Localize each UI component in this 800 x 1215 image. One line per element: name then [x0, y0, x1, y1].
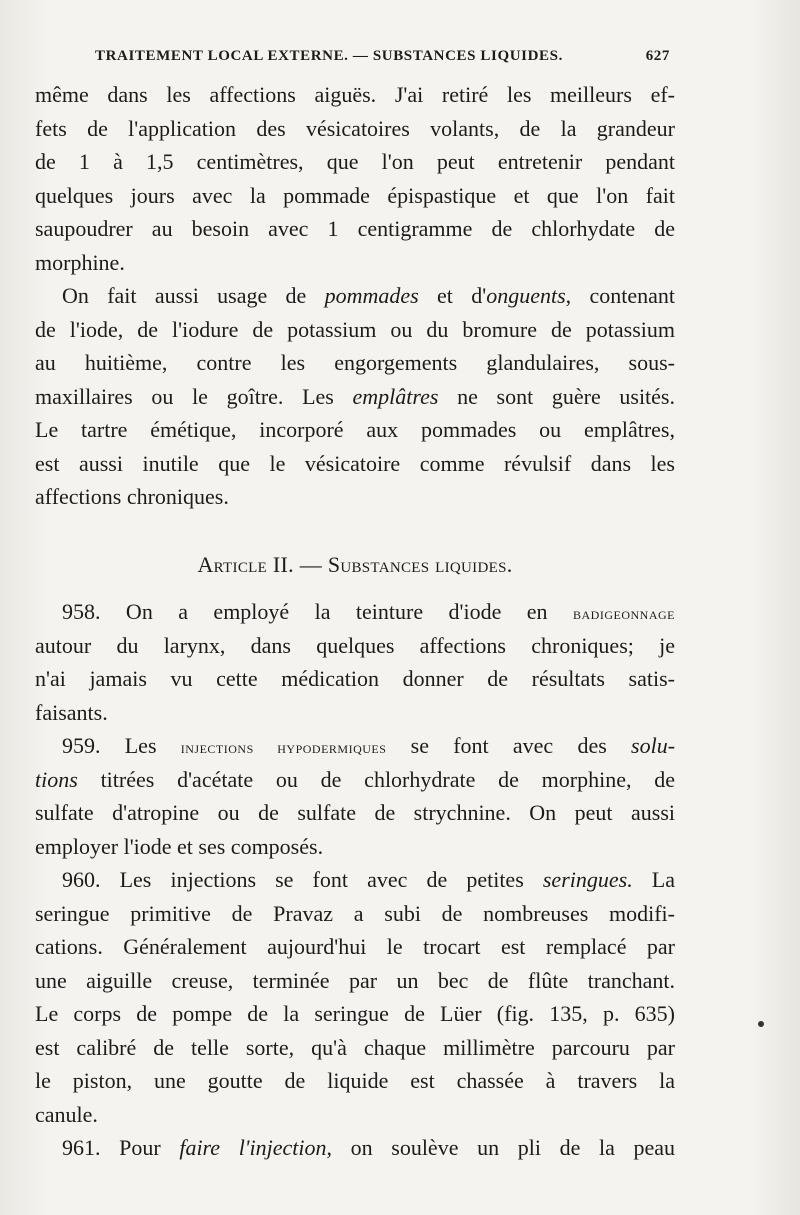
paragraph-pommades — [35, 279, 675, 514]
article-title: Substances liquides. — [327, 551, 513, 577]
italic-term: solu- — [631, 733, 675, 758]
paragraph-958 — [35, 595, 675, 729]
text-line: 958. On a employé la teinture d'iode en badigeonnage — [62, 599, 675, 624]
page-number: 627 — [645, 48, 670, 64]
small-caps-term: badigeonnage — [573, 604, 675, 623]
running-header — [95, 48, 670, 72]
page-body — [35, 78, 675, 1165]
text-line: 960. Les injections se font avec de petites seringues. La — [62, 867, 675, 892]
paragraph-959 — [35, 729, 675, 863]
text-line: même dans les affections aiguës. J'ai retiré les meilleurs ef- — [35, 82, 675, 107]
text-line: fets de l'application des vésicatoires volants, de la grandeur — [35, 115, 675, 141]
text-line: On fait aussi usage de pommades et d'onguents, contenant — [62, 283, 675, 308]
margin-ink-dot — [758, 1021, 764, 1027]
text-line: 959. Les injections hypodermiques se font avec des solu- — [62, 733, 675, 758]
text-line: le piston, une goutte de liquide est chassée à travers la — [35, 1068, 675, 1093]
text-line: canule. — [35, 1101, 98, 1127]
article-label: Article II. — [197, 551, 294, 577]
small-caps-term: injections hypodermiques — [180, 738, 387, 757]
article-heading: Article II. — Substances liquides. — [197, 551, 513, 577]
paragraph-continuation — [35, 78, 675, 279]
text-line: 961. Pour faire l'injection, on soulève un pli de la peau — [62, 1135, 675, 1160]
text-line: tions titrées d'acétate ou de chlorhydrate de morphine, de — [35, 766, 675, 792]
text-line: saupoudrer au besoin avec 1 centigramme de chlorhydate de — [35, 216, 675, 241]
text-line: est aussi inutile que le vésicatoire comme révulsif dans les — [35, 450, 675, 476]
text-line: au huitième, contre les engorgements glandulaires, sous- — [35, 350, 675, 375]
italic-term: pommades — [324, 283, 419, 308]
paragraph-961 — [35, 1131, 675, 1165]
text-line: une aiguille creuse, terminée par un bec de flûte tranchant. — [35, 967, 675, 993]
running-title: TRAITEMENT LOCAL EXTERNE. — SUBSTANCES LIQUIDES. — [95, 48, 563, 64]
text-line: est calibré de telle sorte, qu'à chaque millimètre parcouru par — [35, 1034, 675, 1060]
text-line: sulfate d'atropine ou de sulfate de strychnine. On peut aussi — [35, 800, 675, 825]
italic-term: tions — [35, 766, 78, 792]
text-line: morphine. — [35, 249, 125, 275]
text-line: maxillaires ou le goître. Les emplâtres ne sont guère usités. — [35, 383, 675, 409]
text-line: de l'iode, de l'iodure de potassium ou du bromure de potassium — [35, 316, 675, 342]
italic-term: emplâtres — [352, 383, 439, 409]
text-line: affections chroniques. — [35, 484, 229, 509]
italic-term: onguents — [486, 283, 566, 308]
text-line: seringue primitive de Pravaz a subi de nombreuses modifi- — [35, 900, 675, 926]
text-line: autour du larynx, dans quelques affections chroniques; je — [35, 632, 675, 658]
text-line: faisants. — [35, 699, 108, 725]
italic-term: faire l'injection — [179, 1135, 327, 1160]
text-line: employer l'iode et ses composés. — [35, 833, 324, 859]
italic-term: seringues. — [542, 867, 633, 892]
text-line: quelques jours avec la pommade épispastique et que l'on fait — [35, 182, 675, 208]
paragraph-960 — [35, 863, 675, 1131]
text-line: n'ai jamais vu cette médication donner de résultats satis- — [35, 666, 675, 691]
text-line: cations. Généralement aujourd'hui le trocart est remplacé par — [35, 934, 675, 959]
text-line: Le tartre émétique, incorporé aux pommades ou emplâtres, — [35, 417, 675, 442]
text-line: Le corps de pompe de la seringue de Lüer (fig. 135, p. 635) — [35, 1001, 675, 1026]
text-line: de 1 à 1,5 centimètres, que l'on peut entretenir pendant — [35, 149, 675, 174]
